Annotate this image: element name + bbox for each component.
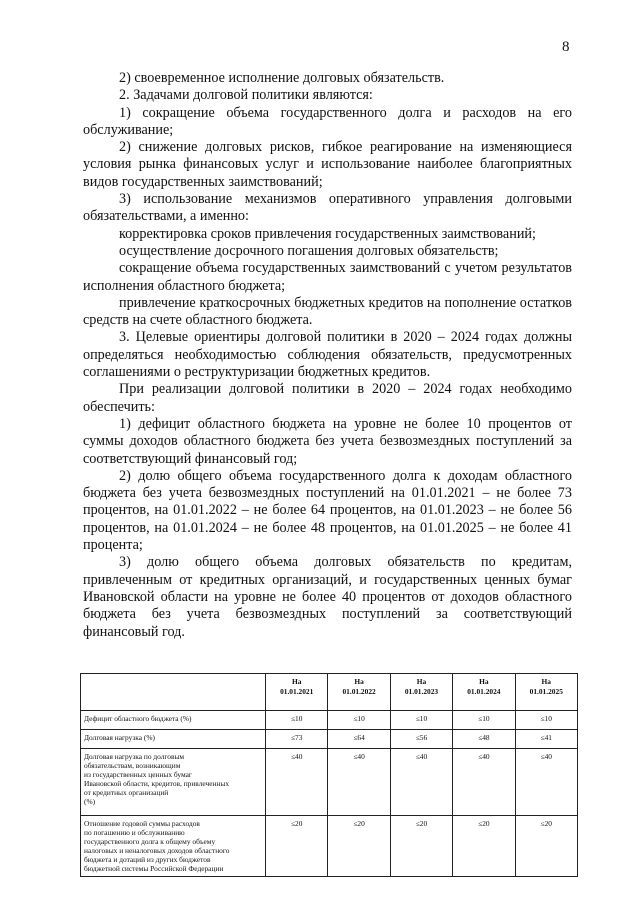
paragraph: 2. Задачами долговой политики являются: xyxy=(119,87,373,104)
table-cell: ≤10 xyxy=(390,711,452,730)
table-header-cell: На 01.01.2022 xyxy=(328,674,390,711)
table-cell: ≤10 xyxy=(328,711,390,730)
paragraph: 1) дефицит областного бюджета на уровне не более 10 процентов от суммы доходов областного бюджета без учета безвозмездных поступлений за соответствующий финансовый год; xyxy=(83,415,572,467)
paragraph: 1) сокращение объема государственного долга и расходов на его обслуживание; xyxy=(83,104,572,138)
table-cell: ≤48 xyxy=(453,730,515,749)
table-header-row xyxy=(81,674,578,711)
table-cell: ≤73 xyxy=(266,730,328,749)
debt-targets-table xyxy=(80,673,577,877)
table-cell: ≤40 xyxy=(266,749,328,816)
table-header-cell: На 01.01.2024 xyxy=(453,674,515,711)
paragraph: При реализации долговой политики в 2020 – 2024 годах необходимо обеспечить: xyxy=(83,381,572,415)
table-cell: ≤10 xyxy=(266,711,328,730)
table-cell: ≤40 xyxy=(515,749,577,816)
document-body xyxy=(83,70,572,641)
table-cell: ≤40 xyxy=(390,749,452,816)
table-header-cell: На 01.01.2025 xyxy=(515,674,577,711)
table-cell: ≤20 xyxy=(515,816,577,877)
table-cell: ≤56 xyxy=(390,730,452,749)
table-cell: ≤41 xyxy=(515,730,577,749)
paragraph: осуществление досрочного погашения долговых обязательств; xyxy=(119,242,499,259)
paragraph: корректировка сроков привлечения государственных заимствований; xyxy=(119,225,536,242)
row-label: Долговая нагрузка (%) xyxy=(81,730,266,749)
table-cell: ≤10 xyxy=(453,711,515,730)
page-number: 8 xyxy=(562,39,570,55)
paragraph: 3. Целевые ориентиры долговой политики в 2020 – 2024 годах должны определяться необходимостью соблюдения обязательств, предусмотренных соглашениями о реструктуризации бюджетных кредитов. xyxy=(83,329,572,381)
paragraph: сокращение объема государственных заимствований с учетом результатов исполнения областного бюджета; xyxy=(83,260,572,294)
table-cell: ≤10 xyxy=(515,711,577,730)
table-cell: ≤20 xyxy=(328,816,390,877)
paragraph: 2) долю общего объема государственного долга к доходам областного бюджета без учета безвозмездных поступлений на 01.01.2021 – не более 73 процентов, на 01.01.2022 – не более 64 процентов, на 01.01.2023 – не более 56 процентов, на 01.01.2024 – не более 48 процентов, на 01.01.2025 – не более 41 процента; xyxy=(83,467,572,554)
paragraph: привлечение краткосрочных бюджетных кредитов на пополнение остатков средств на счете областного бюджета. xyxy=(83,294,572,329)
table-header-cell xyxy=(81,674,266,711)
paragraph: 3) долю общего объема долговых обязательств по кредитам, привлеченным от кредитных организаций, и государственных ценных бумаг Ивановской области на уровне не более 40 процентов от доходов областного бюджета без учета безвозмездных поступлений за соответствующий финансовый год. xyxy=(83,554,572,640)
row-label: Дефицит областного бюджета (%) xyxy=(81,711,266,730)
table-row xyxy=(81,711,578,730)
table-cell: ≤20 xyxy=(453,816,515,877)
table-header-cell: На 01.01.2021 xyxy=(266,674,328,711)
table-row xyxy=(81,749,578,816)
table-cell: ≤40 xyxy=(328,749,390,816)
table-header-cell: На 01.01.2023 xyxy=(390,674,452,711)
table-cell: ≤64 xyxy=(328,730,390,749)
paragraph: 3) использование механизмов оперативного управления долговыми обязательствами, а именно: xyxy=(83,191,572,225)
paragraph: 2) своевременное исполнение долговых обязательств. xyxy=(119,70,445,86)
row-label: Отношение годовой суммы расходов по погашению и обслуживанию государственного долга к общему объему налоговых и неналоговых доходов областного бюджета и дотаций из других бюджетов бюджетной системы Российской Федерации xyxy=(81,816,266,877)
row-label: Долговая нагрузка по долговым обязательствам, возникающим из государственных ценных бумаг Ивановской области, кредитов, привлеченных от кредитных организаций (%) xyxy=(81,749,266,816)
table-cell: ≤20 xyxy=(266,816,328,877)
table-row xyxy=(81,816,578,877)
table-row xyxy=(81,730,578,749)
table-cell: ≤20 xyxy=(390,816,452,877)
table-cell: ≤40 xyxy=(453,749,515,816)
paragraph: 2) снижение долговых рисков, гибкое реагирование на изменяющиеся условия рынка финансовых услуг и использование наиболее благоприятных видов государственных заимствований; xyxy=(83,139,572,190)
